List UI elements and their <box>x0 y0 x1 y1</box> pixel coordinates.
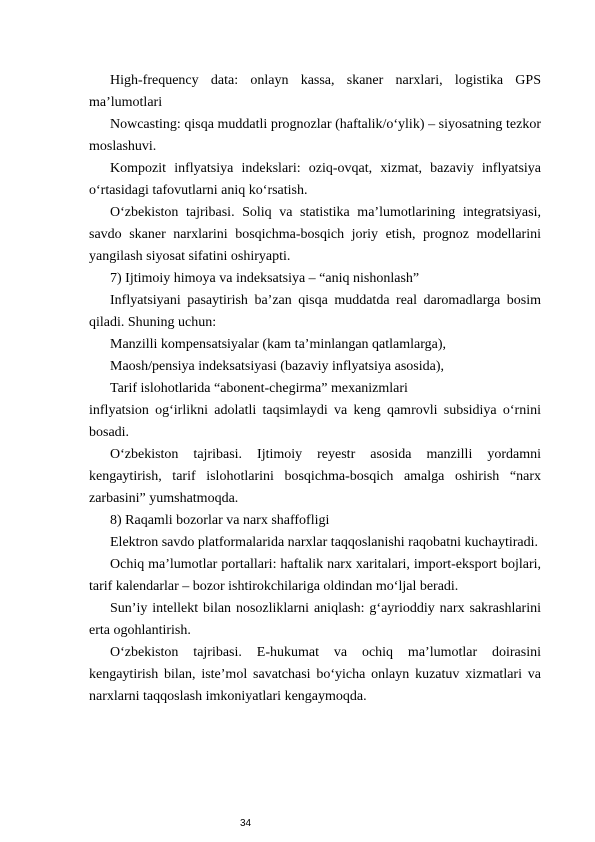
page-number <box>0 818 595 829</box>
paragraph-nowcasting: Nowcasting: qisqa muddatli prognozlar (haftalik/o‘ylik) – siyosatning tezkor moslashuvi. <box>89 117 541 154</box>
page-number-text: 34 <box>239 818 252 829</box>
page-body <box>89 70 541 708</box>
paragraph-uzbekistan-experience-social-registry: O‘zbekiston tajribasi. Ijtimoiy reyestr asosida manzilli yordamni kengaytirish, tarif islohotlarini bosqichma-bosqich amalga oshirish “narx zarbasini” yumshatmoqda. <box>89 447 541 506</box>
paragraph-open-data-portals: Ochiq ma’lumotlar portallari: haftalik narx xaritalari, import-eksport bojlari, tarif kalendarlar – bozor ishtirokchilariga oldindan mo‘ljal beradi. <box>89 557 541 594</box>
list-item-wage-pension-indexation: Maosh/pensiya indeksatsiyasi (bazaviy inflyatsiya asosida), <box>110 359 444 374</box>
list-item-targeted-compensation: Manzilli kompensatsiyalar (kam ta’minlangan qatlamlarga), <box>110 337 447 352</box>
paragraph-composite-indices: Kompozit inflyatsiya indekslari: oziq-ovqat, xizmat, bazaviy inflyatsiya o‘rtasidagi tafovutlarni aniq ko‘rsatish. <box>89 161 541 198</box>
paragraph-uzbekistan-experience-statistics: O‘zbekiston tajribasi. Soliq va statistika ma’lumotlarining integratsiyasi, savdo skaner narxlarini bosqichma-bosqich joriy etish, prognoz modellarini yangilash siyosat sifatini oshiryapti. <box>89 205 541 264</box>
section-heading-social-protection: 7) Ijtimoiy himoya va indeksatsiya – “aniq nishonlash” <box>110 271 420 286</box>
paragraph-fair-distribution: inflyatsion og‘irlikni adolatli taqsimlaydi va keng qamrovli subsidiya o‘rnini bosadi. <box>89 403 541 440</box>
paragraph-uzbekistan-experience-e-government: O‘zbekiston tajribasi. E-hukumat va ochiq ma’lumotlar doirasini kengaytirish bilan, iste’mol savatchasi bo‘yicha onlayn kuzatuv xizmatlari va narxlarni taqqoslash imkoniyatlari kengaymoqda. <box>89 645 541 704</box>
paragraph-inflation-pressure: Inflyatsiyani pasaytirish ba’zan qisqa muddatda real daromadlarga bosim qiladi. Shuning uchun: <box>89 293 541 330</box>
paragraph-high-frequency: High-frequency data: onlayn kassa, skaner narxlari, logistika GPS ma’lumotlari <box>89 73 541 110</box>
section-heading-digital-markets: 8) Raqamli bozorlar va narx shaffofligi <box>110 513 330 528</box>
paragraph-ai-anomaly-detection: Sun’iy intellekt bilan nosozliklarni aniqlash: g‘ayrioddiy narx sakrashlarini erta ogohlantirish. <box>89 601 541 638</box>
list-item-tariff-mechanisms: Tarif islohotlarida “abonent-chegirma” mexanizmlari <box>110 381 408 396</box>
paragraph-e-commerce-comparison: Elektron savdo platformalarida narxlar taqqoslanishi raqobatni kuchaytiradi. <box>110 535 539 550</box>
